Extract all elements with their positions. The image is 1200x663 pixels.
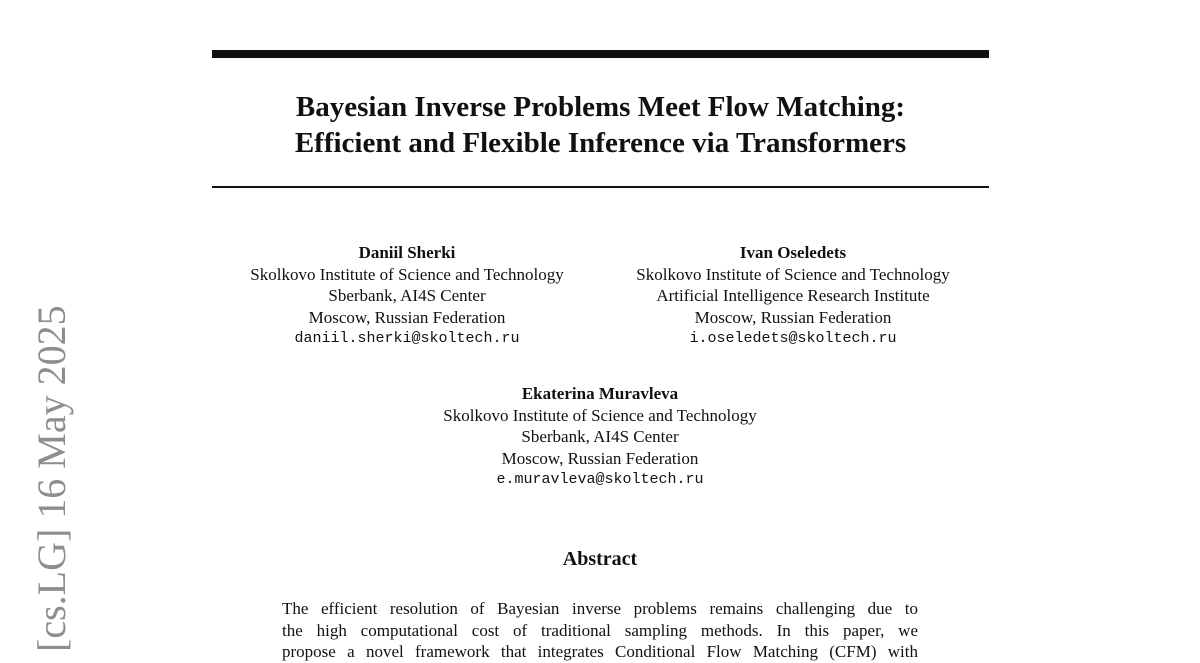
- author-block: [400, 383, 800, 491]
- arxiv-sidebar-stamp: [29, 296, 74, 652]
- title-line: Efficient and Flexible Inference via Transformers: [294, 127, 907, 159]
- author-email: e.muravleva@skoltech.ru: [496, 471, 704, 488]
- abstract-line: the high computational cost of traditional sampling methods. In this paper, we: [282, 620, 918, 640]
- abstract-heading: Abstract: [562, 548, 638, 570]
- title-bottom-rule: [212, 186, 989, 188]
- arxiv-stamp-text: [cs.LG] 16 May 2025: [29, 305, 74, 652]
- author-affiliation: Moscow, Russian Federation: [308, 307, 506, 327]
- author-affiliation: Artificial Intelligence Research Institute: [656, 286, 930, 305]
- author-name: Daniil Sherki: [358, 243, 456, 262]
- abstract-line: propose a novel framework that integrates Conditional Flow Matching (CFM) with: [282, 642, 918, 661]
- abstract-line: The efficient resolution of Bayesian inverse problems remains challenging due to: [282, 599, 918, 618]
- author-affiliation: Skolkovo Institute of Science and Technology: [636, 264, 950, 284]
- abstract-body: [282, 598, 918, 663]
- author-affiliation: Skolkovo Institute of Science and Technology: [250, 264, 564, 284]
- title-top-rule: [212, 50, 989, 58]
- author-affiliation: Sberbank, AI4S Center: [521, 427, 679, 446]
- author-affiliation: Moscow, Russian Federation: [694, 307, 892, 327]
- title-line: Bayesian Inverse Problems Meet Flow Matching:: [295, 91, 906, 123]
- author-affiliation: Sberbank, AI4S Center: [328, 286, 486, 305]
- author-block: [212, 242, 602, 350]
- author-email: daniil.sherki@skoltech.ru: [294, 330, 520, 347]
- author-affiliation: Moscow, Russian Federation: [501, 448, 699, 468]
- author-affiliation: Skolkovo Institute of Science and Technology: [443, 405, 757, 425]
- author-email: i.oseledets@skoltech.ru: [689, 330, 897, 347]
- author-name: Ekaterina Muravleva: [521, 384, 679, 403]
- paper-title: [212, 89, 989, 161]
- author-name: Ivan Oseledets: [739, 243, 847, 262]
- author-block: [598, 242, 988, 350]
